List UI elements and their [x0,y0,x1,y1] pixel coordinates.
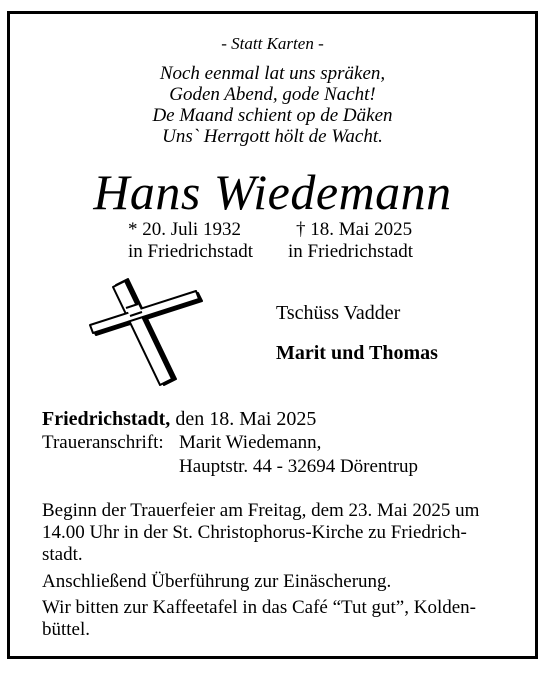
death-place: in Friedrichstadt [288,241,414,262]
address-line-1: Marit Wiedemann, [179,432,322,453]
date: den 18. Mai 2025 [170,408,317,430]
paragraph-line: Beginn der Trauerfeier am Freitag, dem 23. Mai 2025 um [42,500,480,521]
birth-info [128,219,253,263]
place: Friedrichstadt, [42,408,171,430]
poem-line: Goden Abend, gode Nacht! [169,84,376,105]
paragraph-line: 14.00 Uhr in der St. Christophorus-Kirche zu Friedrich- [42,522,467,543]
cross-icon [86,275,226,400]
farewell-text: Tschüss Vadder [276,302,401,324]
family-names: Marit und Thomas [276,342,438,364]
death-date: † 18. Mai 2025 [296,219,413,240]
death-info [288,219,413,263]
poem [10,63,535,147]
paragraph-line: Anschließend Überführung zur Einäscherung. [42,571,392,592]
deceased-name: Hans Wiedemann [93,164,452,220]
intro-line: - Statt Karten - [221,34,324,53]
ceremony-paragraph [42,500,522,566]
address-label: Traueranschrift: [42,432,164,453]
poem-line: Noch eenmal lat uns spräken, [159,63,386,84]
birth-place: in Friedrichstadt [128,241,254,262]
poem-line: Uns` Herrgott hölt de Wacht. [162,126,383,147]
cremation-paragraph [42,571,522,593]
obituary-notice [7,11,538,659]
paragraph-line: Wir bitten zur Kaffeetafel in das Café “Tut gut”, Kolden- [42,597,476,618]
poem-line: De Maand schient op de Däken [152,105,393,126]
paragraph-line: stadt. [42,544,83,565]
place-date [42,408,316,431]
reception-paragraph [42,597,522,641]
paragraph-line: büttel. [42,619,91,640]
address-line-2: Hauptstr. 44 - 32694 Dörentrup [179,456,419,477]
birth-date: * 20. Juli 1932 [128,219,241,240]
